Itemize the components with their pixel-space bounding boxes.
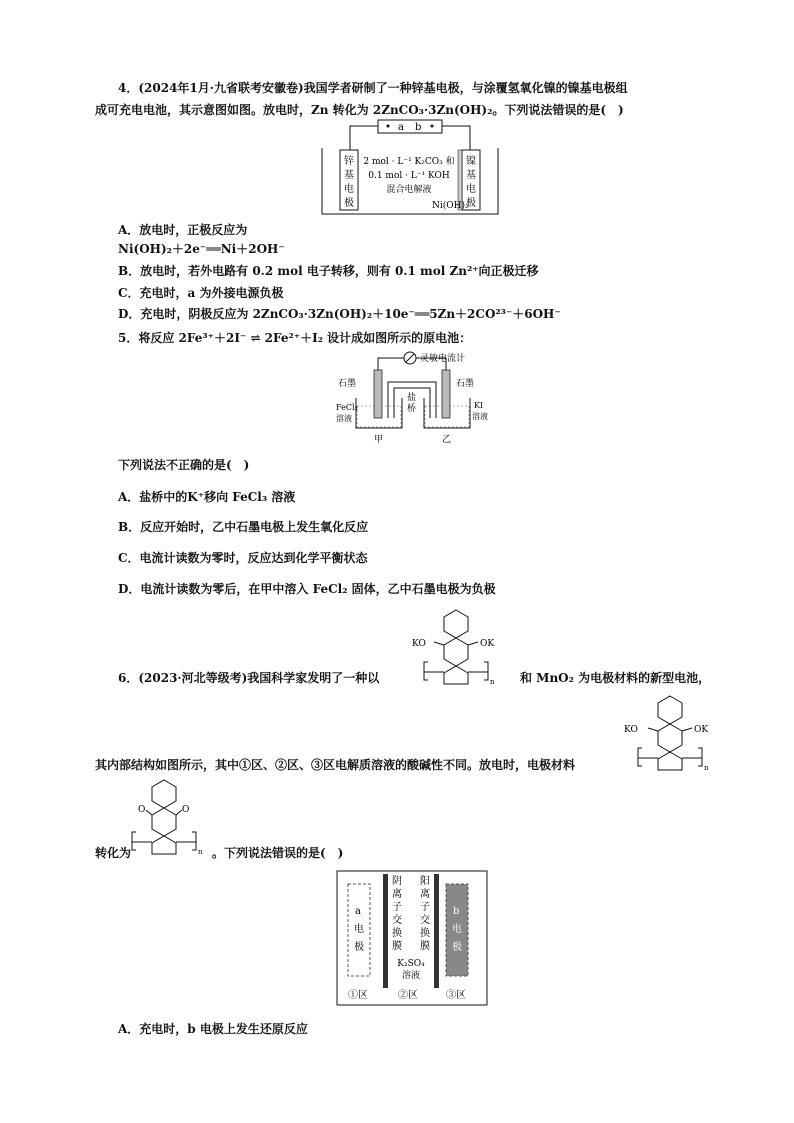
q6-stem-part1: 6．(2023·河北等级考)我国科学家发明了一种以 <box>118 671 380 685</box>
molecule-quinone <box>116 776 212 856</box>
switch-label-b: b <box>415 122 422 133</box>
ok-label: OK <box>480 639 495 649</box>
q4-option-c: C．充电时，a 为外接电源负极 <box>118 286 284 300</box>
right-beaker-label: 乙 <box>442 435 452 445</box>
anion-membrane-char-1: 阳 <box>420 876 430 887</box>
electrolyte-line2: 0.1 mol · L⁻¹ KOH <box>368 171 450 181</box>
zinc-electrode-label-3: 电 <box>344 184 354 195</box>
molecule-ko-ok-1 <box>408 604 504 686</box>
anion-membrane-char-3: 子 <box>420 902 430 913</box>
b-electrode-label-3: 极 <box>452 942 462 953</box>
ko-label: KO <box>412 639 426 649</box>
electrolyte-line1: 2 mol · L⁻¹ K₂CO₃ 和 <box>363 157 455 167</box>
solution-label-2: 溶液 <box>401 971 421 981</box>
cation-membrane-char-6: 膜 <box>392 941 402 952</box>
q4-option-b: B．放电时，若外电路有 0.2 mol 电子转移，则有 0.1 mol Zn²⁺向正极迁移 <box>118 264 539 278</box>
q5-option-a: A．盐桥中的K⁺移向 FeCl₃ 溶液 <box>118 490 296 504</box>
a-electrode-label-1: a <box>355 906 361 917</box>
anion-membrane-char-4: 交 <box>420 915 430 926</box>
oxygen-label-right: O <box>182 805 190 815</box>
n-subscript: n <box>198 848 203 856</box>
cation-membrane-char-4: 交 <box>392 915 402 926</box>
zone1-label: ①区 <box>348 990 368 1001</box>
a-electrode-label-2: 电 <box>354 924 364 935</box>
q5-question: 下列说法不正确的是( ) <box>118 458 250 472</box>
left-beaker-label: 甲 <box>374 435 384 445</box>
left-solution-label-2: 溶液 <box>336 414 352 423</box>
cation-membrane-char-3: 子 <box>392 902 402 913</box>
zinc-electrode-label-2: 基 <box>344 170 354 181</box>
oxygen-label-left: O <box>138 805 146 815</box>
q4-option-d: D．充电时，阴极反应为 2ZnCO₃·3Zn(OH)₂＋10e⁻══5Zn＋2CO²³⁻＋6OH⁻ <box>118 307 561 321</box>
n-subscript: n <box>704 764 709 772</box>
q5-galvanic-cell-figure <box>336 348 496 448</box>
nickel-electrode-label-3: 电 <box>466 184 476 195</box>
q6-stem-line2: 其内部结构如图所示，其中①区、②区、③区电解质溶液的酸碱性不同。放电时，电极材料 <box>95 758 576 772</box>
zinc-electrode-label-4: 极 <box>344 198 354 209</box>
zone3-label: ③区 <box>446 990 466 1001</box>
salt-bridge-label-2: 桥 <box>407 404 417 414</box>
ko-label: KO <box>624 725 638 735</box>
nickel-electrode-label-1: 镍 <box>466 156 476 167</box>
cation-membrane-char-2: 离 <box>392 889 402 900</box>
q5-option-d: D．电流计读数为零后，在甲中溶入 FeCl₂ 固体，乙中石墨电极为负极 <box>118 582 496 596</box>
zone2-label: ②区 <box>398 990 418 1001</box>
right-electrode-label: 石墨 <box>456 379 475 389</box>
n-subscript: n <box>490 678 495 686</box>
a-electrode-label-3: 极 <box>354 942 364 953</box>
q6-stem-part2: 和 MnO₂ 为电极材料的新型电池， <box>520 671 711 685</box>
ok-label: OK <box>694 725 709 735</box>
b-electrode-label-2: 电 <box>452 924 462 935</box>
cation-membrane-char-5: 换 <box>392 928 402 939</box>
salt-bridge-label-1: 盐 <box>407 393 417 403</box>
zinc-electrode-label-1: 锌 <box>344 156 354 167</box>
cation-membrane-char-1: 阴 <box>392 876 402 887</box>
q6-option-a: A．充电时，b 电极上发生还原反应 <box>118 1022 308 1036</box>
right-solution-label-2: 溶液 <box>472 412 488 421</box>
q4-option-a-2: Ni(OH)₂＋2e⁻══Ni＋2OH⁻ <box>118 242 285 256</box>
left-electrode-label: 石墨 <box>338 379 357 389</box>
q5-option-b: B．反应开始时，乙中石墨电极上发生氧化反应 <box>118 520 369 534</box>
coating-label: Ni(OH)₂ <box>432 201 469 211</box>
galvanometer-label: 灵敏电流计 <box>420 354 466 364</box>
switch-label-a: a <box>398 122 404 133</box>
anion-membrane-char-2: 离 <box>420 889 430 900</box>
nickel-electrode-label-2: 基 <box>466 170 476 181</box>
left-solution-label-1: FeCl₃ <box>336 403 358 412</box>
right-solution-label-1: KI <box>474 401 484 410</box>
molecule-ko-ok-2 <box>620 690 720 772</box>
q5-stem: 5．将反应 2Fe³⁺＋2I⁻ ⇌ 2Fe²⁺＋I₂ 设计成如图所示的原电池： <box>118 331 472 345</box>
anion-membrane-char-6: 膜 <box>420 941 430 952</box>
solution-label-1: K₂SO₄ <box>397 959 425 969</box>
anion-membrane-char-5: 换 <box>420 928 430 939</box>
q5-option-c: C．电流计读数为零时，反应达到化学平衡状态 <box>118 551 368 565</box>
q4-stem-line2: 成可充电电池，其示意图如图。放电时，Zn 转化为 2ZnCO₃·3Zn(OH)₂。下列说法错误的是( ) <box>95 103 624 117</box>
q6-membrane-cell-figure <box>336 870 488 1006</box>
q4-battery-figure <box>320 118 500 218</box>
b-electrode-label-1: b <box>453 906 460 917</box>
q6-stem-line3b: 。下列说法错误的是( ) <box>212 846 344 860</box>
q4-option-a-1: A．放电时，正极反应为 <box>118 223 248 237</box>
electrolyte-line3: 混合电解液 <box>386 185 432 195</box>
q6-stem-line3a: 转化为 <box>95 846 132 860</box>
q4-stem-line1: 4．(2024年1月·九省联考安徽卷)我国学者研制了一种锌基电极，与涂覆氢氧化镍的镍基电极组 <box>118 81 628 95</box>
nickel-electrode-label-4: 极 <box>466 198 476 209</box>
